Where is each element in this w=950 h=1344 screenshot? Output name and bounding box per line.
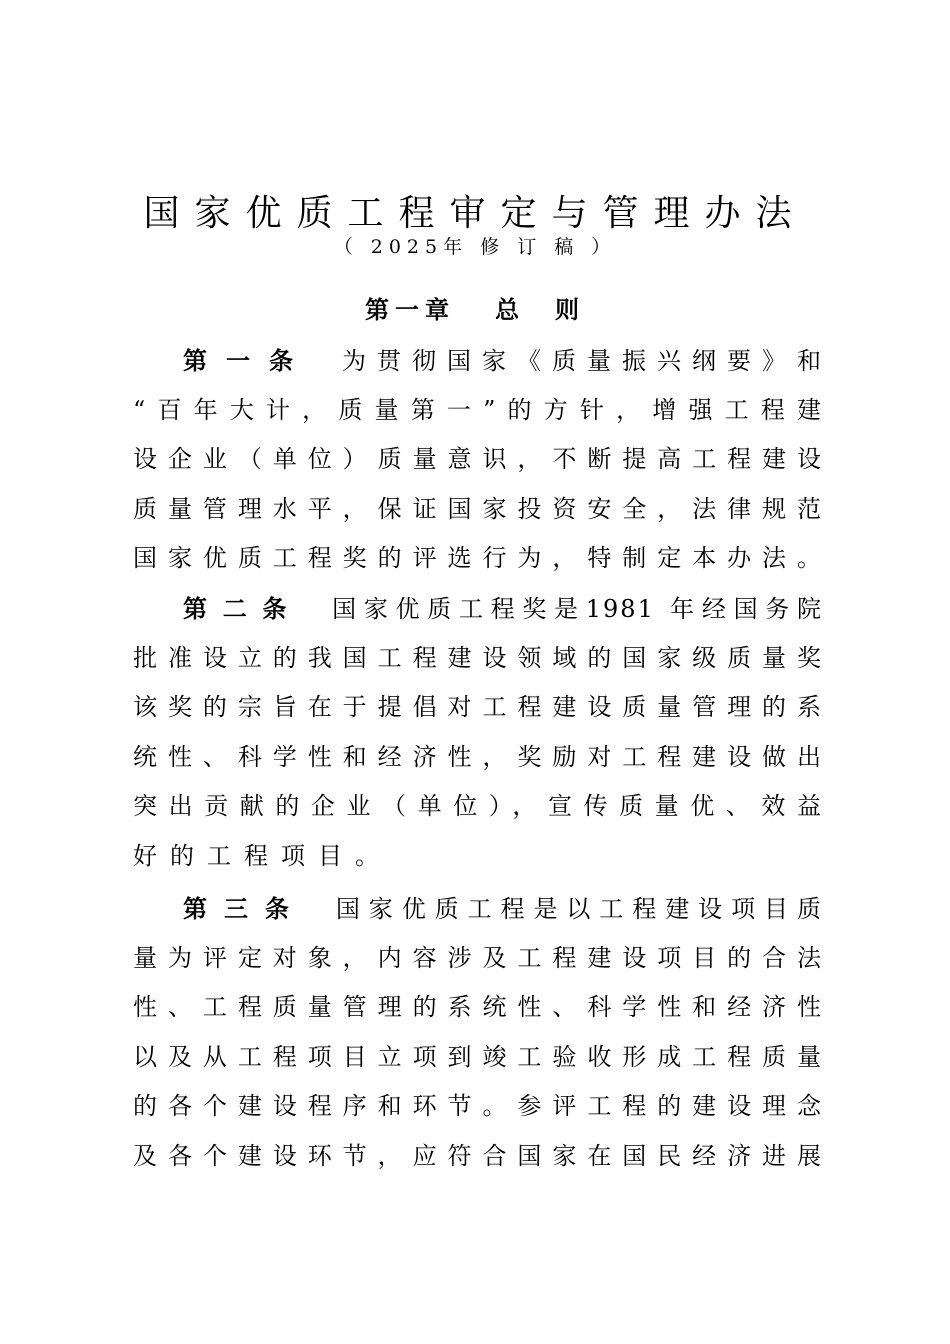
article-line: 以及从工程项目立项到竣工验收形成工程质量 — [133, 1042, 823, 1071]
article-line: 量为评定对象，内容涉及工程建设项目的合法 — [133, 943, 823, 972]
chapter-heading — [130, 293, 820, 327]
article-line: 第二条 国家优质工程奖是1981 年经国务院 — [133, 584, 823, 634]
article-2 — [133, 584, 823, 881]
article-line: 该奖的宗旨在于提倡对工程建设质量管理的系 — [133, 693, 823, 721]
article-line: 第三条 国家优质工程是以工程建设项目质 — [133, 884, 823, 934]
article-line: 性、工程质量管理的系统性、科学性和经济性 — [133, 993, 823, 1021]
article-1 — [133, 336, 823, 584]
article-heading: 第一条 — [183, 346, 312, 375]
article-3 — [133, 884, 823, 1181]
article-heading: 第二条 — [183, 594, 303, 623]
article-line: 的各个建设程序和环节。参评工程的建设理念 — [133, 1092, 823, 1120]
article-line: 突出贡献的企业（单位），宣传质量优、效益 — [133, 792, 823, 820]
article-line: “百年大计，质量第一”的方针，增强工程建 — [133, 395, 823, 424]
article-line: 统性、科学性和经济性，奖励对工程建设做出 — [133, 742, 823, 771]
article-line: 及各个建设环节，应符合国家在国民经济进展 — [133, 1141, 823, 1170]
document-title: 国家优质工程审定与管理办法 — [143, 193, 807, 234]
article-line: 质量管理水平，保证国家投资安全，法律规范 — [133, 494, 823, 523]
document-subtitle: （ 2025年 修 订 稿 ） — [333, 236, 617, 258]
chapter-name: 总 则 — [495, 295, 585, 324]
chapter-number: 第一章 — [365, 295, 455, 324]
article-line: 国家优质工程奖的评选行为，特制定本办法。 — [133, 544, 823, 572]
article-line: 第一条 为贯彻国家《质量振兴纲要》和 — [133, 336, 823, 386]
article-line: 批准设立的我国工程建设领域的国家级质量奖 — [133, 643, 823, 672]
article-line: 设企业（单位）质量意识，不断提高工程建设 — [133, 445, 823, 473]
article-line: 好的工程项目。 — [133, 841, 392, 870]
article-heading: 第三条 — [183, 894, 306, 923]
